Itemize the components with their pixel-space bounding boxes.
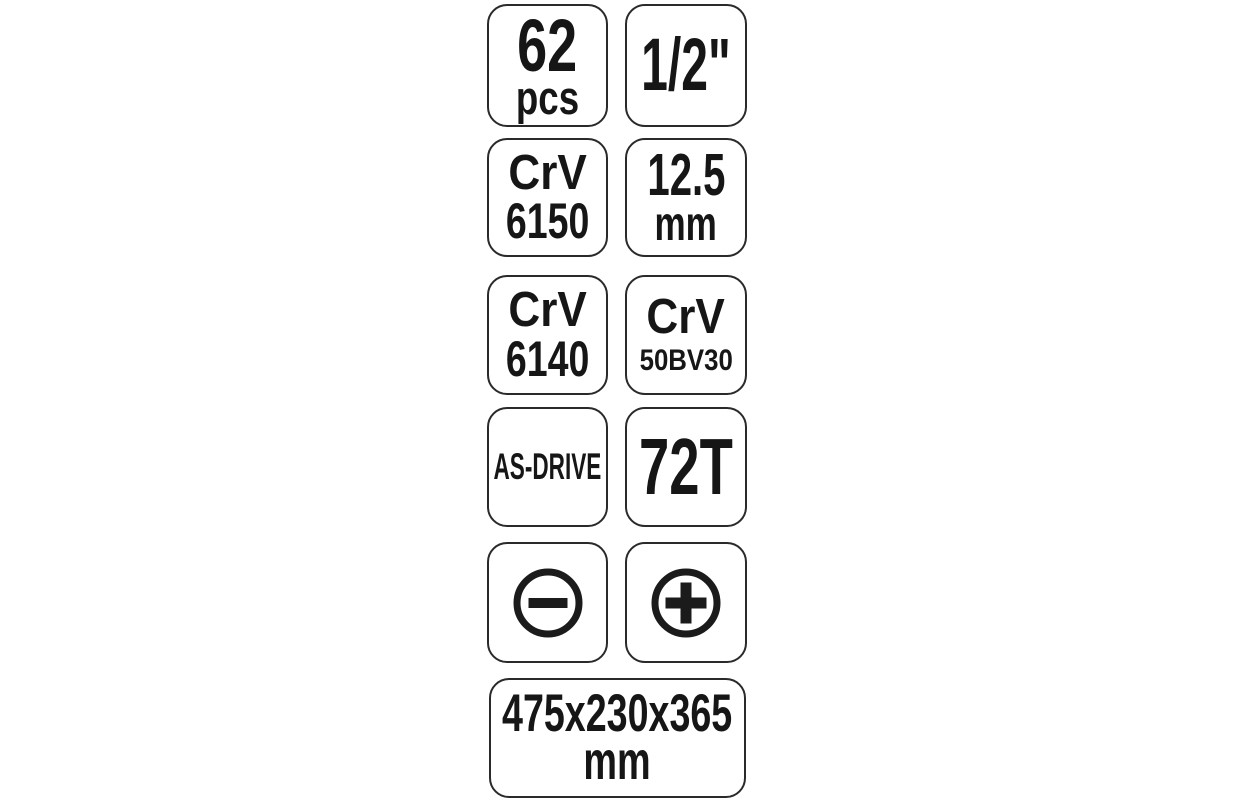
case-dimensions-unit: mm [583,730,652,791]
steel-type-label: CrV [508,145,587,200]
steel-grade-value: 6150 [505,193,590,250]
piece-count-value: 62 [517,3,578,87]
badge-piece-count [487,4,608,127]
badge-drive-size-mm [625,138,747,257]
badge-ratchet-teeth [625,407,747,527]
slotted-screwdriver-minus-circle-icon [513,568,583,638]
badge-phillips-screwdriver [625,542,747,663]
badge-as-drive [487,407,608,527]
drive-size-inch-value: 1/2" [641,23,731,107]
piece-count-unit: pcs [515,70,580,124]
steel-type-label: CrV [508,283,587,338]
steel-grade-value: 50BV30 [639,344,733,378]
drive-size-mm-value: 12.5 [646,141,726,208]
badge-slotted-screwdriver [487,542,608,663]
drive-size-mm-unit: mm [654,198,718,252]
badge-steel-crv-6150 [487,138,608,257]
as-drive-label: AS-DRIVE [493,445,602,487]
badge-drive-size-inch [625,4,747,127]
case-dimensions-value: 475x230x365 [502,683,733,743]
badge-case-dimensions [489,678,746,798]
ratchet-teeth-value: 72T [639,422,733,512]
badge-steel-crv-50bv30 [625,275,747,395]
badge-steel-crv-6140 [487,275,608,395]
steel-type-label: CrV [646,290,726,345]
steel-grade-value: 6140 [505,330,590,387]
phillips-screwdriver-plus-circle-icon [651,568,721,638]
